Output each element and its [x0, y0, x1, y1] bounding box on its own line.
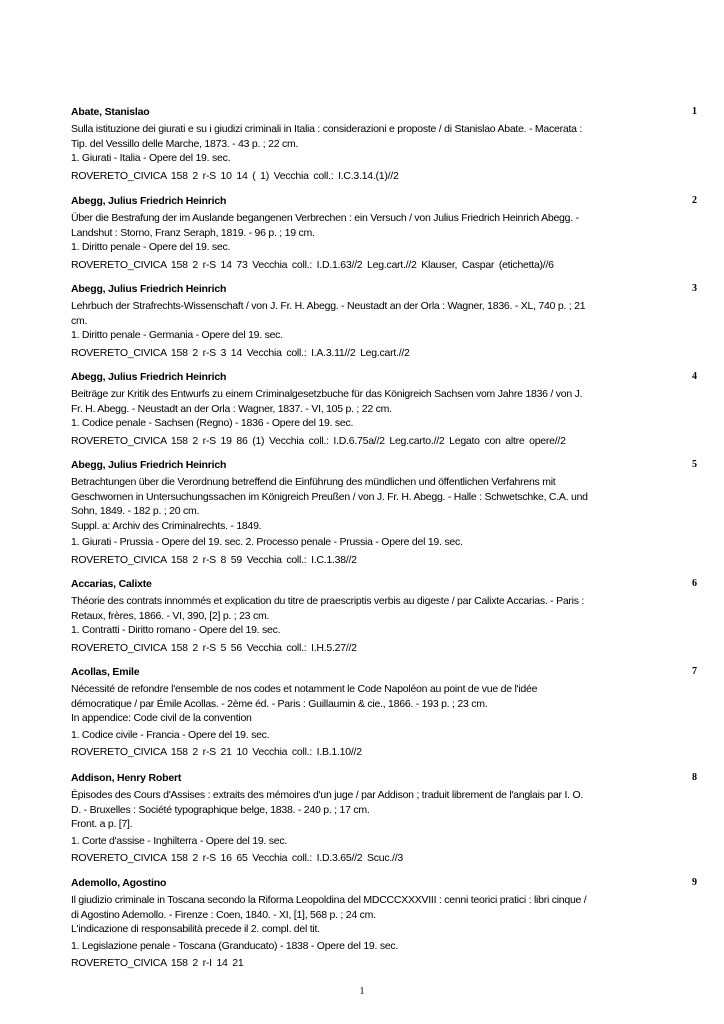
entry-description: Sulla istituzione dei giurati e su i giudizi criminali in Italia : considerazioni e proposte / di Stanislao Abate. - Macerata : Tip. del Vessillo delle Marche, 1873. - 43 p. ; 22 cm. [71, 123, 583, 150]
entry-location: ROVERETO_CIVICA 158 2 r-S 19 86 (1) Vecchia coll.: I.D.6.75a//2 Leg.carto.//2 Legato con altre opere//2 [71, 434, 566, 447]
catalog-entry-3 [71, 282, 697, 360]
entry-location: ROVERETO_CIVICA 158 2 r-S 5 56 Vecchia coll.: I.H.5.27//2 [71, 641, 357, 654]
entry-subjects: 1. Codice penale - Sachsen (Regno) - 1836 - Opere del 19. sec. [71, 417, 354, 429]
entry-description: Nécessité de refondre l'ensemble de nos codes et notamment le Code Napoléon au point de vue de l'idée démocratique / par Émile Acollas. - 2ème éd. - Paris : Guillaumin & cie., 1866. - 193 p. ; 23 cm. [71, 683, 538, 710]
entry-author: Acollas, Emile [71, 666, 140, 678]
entry-number: 9 [692, 877, 697, 888]
entry-note: Suppl. a: Archiv des Criminalrechts. - 1849. [71, 519, 262, 532]
entry-location: ROVERETO_CIVICA 158 2 r-S 16 65 Vecchia coll.: I.D.3.65//2 Scuc.//3 [71, 852, 403, 864]
catalog-entry-2 [71, 194, 697, 272]
entry-note: L'indicazione di responsabilità precede il 2. compl. del tit. [71, 923, 320, 935]
entry-description: Über die Bestrafung der im Auslande begangenen Verbrechen : ein Versuch / von Julius Friedrich Heinrich Abegg. - Landshut : Storno, Franz Seraph, 1819. - 96 p. ; 19 cm. [71, 212, 579, 239]
entry-number: 5 [692, 459, 697, 470]
entry-description: Beiträge zur Kritik des Entwurfs zu einem Criminalgesetzbuche für das Königreich Sachsen vom Jahre 1836 / von J. Fr. H. Abegg. - Neustadt an der Orla : Wagner, 1837. - VI, 105 p. ; 22 cm. [71, 388, 583, 415]
entry-author: Abegg, Julius Friedrich Heinrich [71, 371, 227, 383]
entry-description: Théorie des contrats innommés et explication du titre de praescriptis verbis au digeste / par Calixte Accarias. - Paris : Retaux, frères, 1866. - VI, 390, [2] p. ; 23 cm. [71, 595, 585, 622]
entry-subjects: 1. Legislazione penale - Toscana (Granducato) - 1838 - Opere del 19. sec. [71, 939, 399, 952]
entry-author: Ademollo, Agostino [71, 877, 167, 889]
entry-location: ROVERETO_CIVICA 158 2 r-S 21 10 Vecchia coll.: I.B.1.10//2 [71, 746, 362, 758]
entry-author: Accarias, Calixte [71, 578, 152, 590]
catalog-entry-1 [71, 105, 697, 183]
entry-location: ROVERETO_CIVICA 158 2 r-S 10 14 ( 1) Vecchia coll.: I.C.3.14.(1)//2 [71, 169, 399, 182]
entry-subjects: 1. Diritto penale - Germania - Opere del 19. sec. [71, 329, 283, 341]
catalog-entry-9 [71, 876, 697, 971]
entry-description: Épisodes des Cours d'Assises : extraits des mémoires d'un juge / par Addison ; traduit librement de l'anglais par I. O. D. - Bruxelles : Société typographique belge, 1838. - 240 p. ; 17 cm. [71, 789, 584, 816]
entry-description: Betrachtungen über die Verordnung betreffend die Einführung des mündlichen und öffentlichen Verfahrens mit Geschwornen in Untersuchungssachen im Königreich Preußen / von J. Fr. H. Abegg. - Halle : Schwetschke, C.A. und Sohn, 1849. - 182 p. ; 20 cm. [71, 476, 588, 517]
entry-location: ROVERETO_CIVICA 158 2 r-I 14 21 [71, 957, 244, 969]
entry-subjects: 1. Giurati - Prussia - Opere del 19. sec. 2. Processo penale - Prussia - Opere del 19. sec. [71, 536, 463, 548]
entry-number: 8 [692, 772, 697, 783]
entry-author: Addison, Henry Robert [71, 772, 182, 784]
entry-number: 4 [692, 371, 697, 382]
catalog-entry-7 [71, 665, 697, 760]
entry-subjects: 1. Corte d'assise - Inghilterra - Opere del 19. sec. [71, 834, 288, 847]
catalog-entry-8 [71, 771, 697, 866]
entry-note: In appendice: Code civil de la convention [71, 712, 252, 724]
page-number: 1 [359, 986, 365, 997]
entry-description: Il giudizio criminale in Toscana secondo la Riforma Leopoldina del MDCCCXXXVIII : cenni teorici pratici : libri cinque / di Agostino Ademollo. - Firenze : Coen, 1840. - XI, [1], 568 p. ; 24 cm. [71, 894, 587, 921]
entry-description: Lehrbuch der Strafrechts-Wissenschaft / von J. Fr. H. Abegg. - Neustadt an der Orla : Wagner, 1836. - XL, 740 p. ; 21 cm. [71, 300, 586, 327]
entry-subjects: 1. Diritto penale - Opere del 19. sec. [71, 241, 231, 253]
entry-number: 3 [692, 283, 697, 294]
entry-author: Abegg, Julius Friedrich Heinrich [71, 459, 227, 471]
entry-author: Abegg, Julius Friedrich Heinrich [71, 283, 227, 295]
entry-subjects: 1. Codice civile - Francia - Opere del 19. sec. [71, 728, 270, 741]
entry-note: Front. a p. [7]. [71, 818, 133, 830]
entry-location: ROVERETO_CIVICA 158 2 r-S 14 73 Vecchia coll.: I.D.1.63//2 Leg.cart.//2 Klauser, Caspar (etichetta)//6 [71, 258, 554, 271]
entry-author: Abate, Stanislao [71, 106, 150, 118]
entry-number: 6 [692, 578, 697, 589]
entry-number: 2 [692, 195, 697, 206]
entry-subjects: 1. Contratti - Diritto romano - Opere del 19. sec. [71, 624, 281, 636]
catalog-entry-6 [71, 577, 697, 655]
entry-subjects: 1. Giurati - Italia - Opere del 19. sec. [71, 152, 231, 164]
catalog-entry-5 [71, 458, 697, 567]
entry-author: Abegg, Julius Friedrich Heinrich [71, 195, 227, 207]
catalog-entry-4 [71, 370, 697, 448]
entry-location: ROVERETO_CIVICA 158 2 r-S 3 14 Vecchia coll.: I.A.3.11//2 Leg.cart.//2 [71, 346, 410, 359]
entry-number: 7 [692, 666, 697, 677]
entry-number: 1 [692, 106, 697, 117]
entry-location: ROVERETO_CIVICA 158 2 r-S 8 59 Vecchia coll.: I.C.1.38//2 [71, 553, 357, 566]
